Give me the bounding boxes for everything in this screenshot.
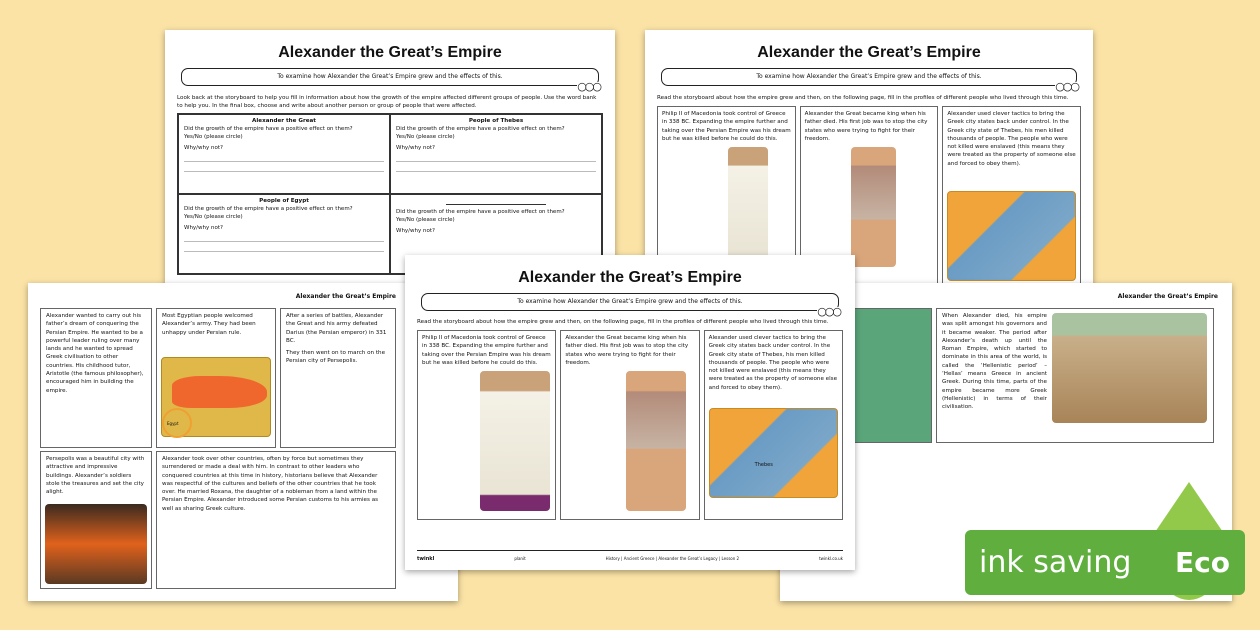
empire-map <box>161 357 271 437</box>
panel-text: Alexander the Great became king when his father died. His first job was to stop the city states who were trying to fight for their freedom. <box>804 111 928 142</box>
question: Did the growth of the empire have a positive effect on them? <box>396 209 565 215</box>
why: Why/why not? <box>396 145 435 151</box>
story-panel <box>156 308 276 448</box>
panel-text: After a series of battles, Alexander the Great and his army defeated Darius (the Persian emperor) in 331 BC. <box>286 313 387 344</box>
question: Did the growth of the empire have a positive effect on them? <box>396 126 565 132</box>
worksheet-storyboard-front <box>405 255 855 570</box>
eco-label: Eco <box>1175 546 1230 579</box>
aim-box: To examine how Alexander the Great’s Empire grew and the effects of this. ○○○ <box>421 293 839 311</box>
ink-saving-badge <box>965 530 1245 595</box>
story-panel <box>942 106 1081 290</box>
persepolis-fire-image <box>45 504 147 584</box>
sheet-title: Alexander the Great’s Empire <box>278 44 502 61</box>
story-panel <box>936 308 1214 443</box>
greece-map <box>709 408 838 498</box>
sheet-title: Alexander the Great’s Empire <box>518 269 742 286</box>
aim-box: To examine how Alexander the Great’s Empire grew and the effects of this. ○○○ <box>661 68 1077 86</box>
question: Did the growth of the empire have a positive effect on them? <box>184 126 353 132</box>
intro-text: Look back at the storyboard to help you fill in information about how the growth of the empire affected different groups of people. Use the word bank to help you. In the final box, choose and write about another person or group of people that were affected. <box>177 95 597 109</box>
worksheet-profiles <box>165 30 615 290</box>
sheet-footer <box>417 550 843 562</box>
question: Did the growth of the empire have a positive effect on them? <box>184 206 353 212</box>
planit-logo: planit <box>514 556 526 561</box>
worksheet-storyboard-left <box>28 283 458 601</box>
why: Why/why not? <box>184 225 223 231</box>
panel-text: Persepolis was a beautiful city with attractive and impressive buildings. Alexander’s soldiers stole the treasures and set the city alight. <box>46 456 145 496</box>
panel-text: Alexander the Great became king when his father died. His first job was to stop the city states who were trying to fight for their freedom. <box>565 335 689 366</box>
story-panel <box>704 330 843 520</box>
panel-text: Most Egyptian people welcomed Alexander’s army. They had been unhappy under Persian rule. <box>162 313 256 336</box>
sheet-title: Alexander the Great’s Empire <box>757 44 981 61</box>
footer-site: twinkl.co.uk <box>819 556 843 561</box>
why: Why/why not? <box>184 145 223 151</box>
intro-text: Read the storyboard about how the empire grew and then, on the following page, fill in the profiles of different people who lived through this time. <box>417 319 829 325</box>
philip-illustration <box>728 147 768 267</box>
cell-heading: Alexander the Great <box>252 118 316 124</box>
map-label: Thebes <box>754 462 773 468</box>
why: Why/why not? <box>396 228 435 234</box>
panel-text: When Alexander died, his empire was split amongst his governors and it became weaker. The period after Alexander’s death up until the Roman Empire, which started to dominate in this area of the world, is called the ‘Hellenistic period’ – ‘Hellas’ means Greece in ancient Greek. During this time, parts of the empire became more Greek (Hellenistic) in terms of their civilisation. <box>942 313 1047 411</box>
greece-map <box>947 191 1076 281</box>
yes-no: Yes/No (please circle) <box>396 217 455 223</box>
yes-no: Yes/No (please circle) <box>396 134 455 140</box>
aim-text: To examine how Alexander the Great’s Empire grew and the effects of this. <box>277 73 503 80</box>
panel-text: Philip II of Macedonia took control of Greece in 338 BC. Expanding the empire further and taking over the Persian Empire was his dream but he was killed before he could do this. <box>662 111 791 142</box>
panel-text: Alexander used clever tactics to bring the Greek city states back under control. In the Greek city state of Thebes, his men killed thousands of people. The people who were not killed were enslaved (this means they were treated as the property of someone else and forced to obey them). <box>947 111 1076 167</box>
intro-text: Read the storyboard about how the empire grew and then, on the following page, fill in the profiles of different people who lived through this time. <box>657 95 1069 101</box>
panel-text: They then went on to march on the Persian city of Persepolis. <box>286 350 386 365</box>
profile-grid <box>177 113 603 275</box>
footer-text: History | Ancient Greece | Alexander the Great’s Legacy | Lesson 2 <box>605 556 740 561</box>
sheet-header: Alexander the Great’s Empire <box>1117 293 1218 300</box>
amphitheatre-image <box>1052 313 1207 423</box>
aim-box: To examine how Alexander the Great’s Empire grew and the effects of this. ○○○ <box>181 68 599 86</box>
story-panel <box>40 308 152 448</box>
panel-text: Philip II of Macedonia took control of Greece in 338 BC. Expanding the empire further and taking over the Persian Empire was his dream but he was killed before he could do this. <box>422 335 551 366</box>
badge-label: ink saving <box>979 545 1132 580</box>
yes-no: Yes/No (please circle) <box>184 134 243 140</box>
aim-text: To examine how Alexander the Great’s Empire grew and the effects of this. <box>756 73 982 80</box>
story-panel <box>417 330 556 520</box>
philip-illustration <box>480 371 550 511</box>
story-panel <box>560 330 699 520</box>
profile-cell <box>178 194 390 274</box>
profile-cell <box>390 114 602 194</box>
cell-heading: People of Egypt <box>259 198 309 204</box>
twinkl-logo: twinkl <box>417 556 435 562</box>
panel-text: Alexander used clever tactics to bring the Greek city states back under control. In the Greek city state of Thebes, his men killed thousands of people. The people who were not killed were enslaved (this means they were treated as the property of someone else and forced to obey them). <box>708 335 838 391</box>
yes-no: Yes/No (please circle) <box>184 214 243 220</box>
alexander-illustration <box>851 147 896 267</box>
sheet-header: Alexander the Great’s Empire <box>295 293 396 300</box>
aim-text: To examine how Alexander the Great’s Empire grew and the effects of this. <box>517 298 743 305</box>
profile-cell <box>178 114 390 194</box>
story-panels <box>417 330 843 520</box>
story-panel <box>280 308 396 448</box>
story-panel <box>156 451 396 589</box>
map-label: Egypt <box>162 408 192 438</box>
alexander-illustration <box>626 371 686 511</box>
story-panel <box>40 451 152 589</box>
cell-heading: People of Thebes <box>468 118 524 124</box>
panel-text: Alexander wanted to carry out his father’s dream of conquering the Persian Empire. He wanted to be a powerful leader ruling over many lands and he wanted to spread Greek civilisation to other countries. His childhood tutor, Aristotle (the famous philosopher), encouraged him in building the empire. <box>46 313 144 394</box>
panel-text: Alexander took over other countries, often by force but sometimes they surrendered or made a deal with him. In contrast to other leaders who conquered countries at this time in history, historians believe that Alexander was respectful of the cultures and beliefs of the other countries that he took over. He married Roxana, the daughter of a nobleman from a land within the Persian Empire. Alexander introduced some Persian customs to his armies as well as sharing Greek culture. <box>162 456 379 512</box>
worksheet-storyboard-back <box>645 30 1093 290</box>
